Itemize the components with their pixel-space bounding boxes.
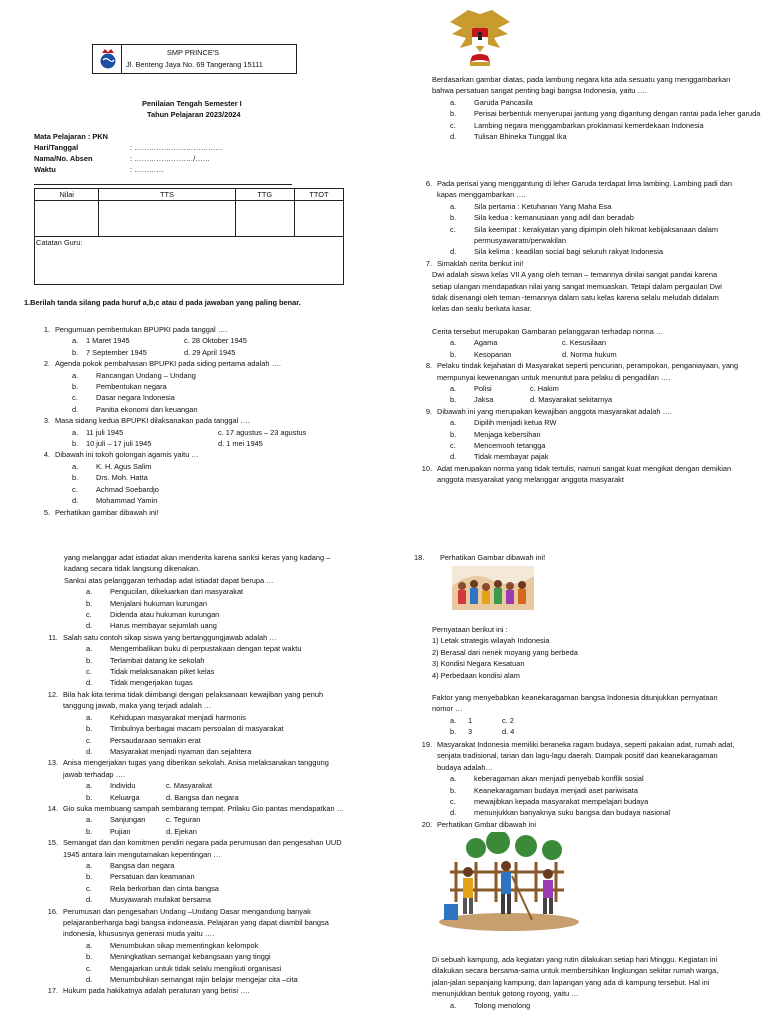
option-text[interactable]: Dipilih menjadi ketua RW — [474, 418, 557, 428]
question-text: Simaklah cerita berikut ini! — [437, 258, 524, 268]
option-letter[interactable]: c. — [86, 735, 92, 745]
option-letter[interactable]: b. — [86, 872, 93, 882]
q18-statement: 2) Berasal dari nenek moyang yang berbeda — [432, 647, 578, 657]
question-text: Gio suka membuang sampah sembarang tempat. Prilaku Gio pantas mendapatkan … — [63, 803, 344, 813]
option-text[interactable]: Bangsa dan negara — [110, 860, 175, 870]
option-letter[interactable]: b. — [86, 952, 93, 962]
option-text[interactable]: Mohammad Yamin — [96, 496, 158, 506]
option-text[interactable]: Tidak mengerjakan tugas — [110, 678, 193, 688]
question-text: Anisa mengerjakan tugas yang diberikan sekolah. Anisa melaksanakan tanggung jawab terhadap …. — [63, 758, 329, 779]
option-text[interactable]: c. Hakim — [530, 383, 559, 393]
option-letter[interactable]: a. — [450, 201, 457, 211]
question-20 — [410, 819, 750, 830]
options-q14 — [28, 826, 348, 837]
option-text[interactable]: Timbulnya berbagai macam persoalan di masyarakat — [110, 724, 284, 734]
option-letter[interactable]: a. — [86, 940, 93, 950]
identity-date-value: : ……………………………… — [130, 143, 223, 152]
option[interactable] — [410, 417, 742, 428]
option[interactable] — [28, 655, 348, 666]
option-text[interactable]: Achmad Soebardjo — [96, 484, 159, 494]
options-q7 — [410, 349, 742, 360]
option-text[interactable]: Menjaga kebersihan — [474, 429, 541, 439]
option-text[interactable]: d. 4 — [502, 727, 515, 737]
option[interactable] — [410, 201, 742, 212]
option[interactable] — [410, 440, 742, 451]
option[interactable] — [28, 392, 338, 403]
option-text[interactable]: Tulisan Bhineka Tunggal Ika — [474, 132, 567, 142]
option-text[interactable]: Masyarakat menjadi nyaman dan sejahtera — [110, 746, 252, 756]
option-text[interactable]: Tidak membayar pajak — [474, 452, 549, 462]
option[interactable] — [28, 495, 338, 506]
option-letter[interactable]: b. — [86, 598, 93, 608]
option[interactable] — [410, 212, 742, 223]
question-15 — [28, 837, 348, 860]
question-text: Dibawah ini tokoh golongan agamis yaitu … — [55, 450, 199, 460]
option-text[interactable]: Pembentukan negara — [96, 382, 167, 392]
option-text[interactable]: d. Norma hukum — [562, 349, 617, 359]
question-text: Perhatikan Gmbar dibawah ini — [437, 819, 537, 829]
divider — [34, 184, 292, 185]
identity-name-label: Nama/No. Absen — [34, 154, 93, 163]
option-letter[interactable]: b. — [86, 792, 93, 802]
option-text[interactable]: c. 17 agustus – 23 agustus — [218, 427, 307, 437]
grade-header-ttot: TTOT — [294, 189, 343, 201]
option-text[interactable]: Perisai berbentuk menyerupai jantung yang digantung dengan rantai pada leher garuda — [474, 109, 761, 119]
option[interactable] — [432, 97, 764, 108]
option-text[interactable]: Musyawarah mufakat bersama — [110, 895, 212, 905]
option-text[interactable]: Tolong menolong — [474, 1000, 531, 1010]
diversity-crowd-image — [452, 566, 534, 610]
option-text[interactable]: Menumbukan sikap mementingkan kelompok — [110, 940, 259, 950]
option-letter[interactable]: d. — [450, 452, 457, 462]
identity-name-value: : ……………………/…… — [130, 154, 211, 163]
option-text[interactable]: 11 juli 1945 — [86, 427, 124, 437]
question-number: 16. — [47, 906, 58, 916]
option-text[interactable]: Garuda Pancasila — [474, 97, 533, 107]
q10-ask: Sanksi atas pelanggaran terhadap adat istiadat dapat berupa … — [64, 575, 274, 585]
option-text[interactable]: Harus membayar sejumlah uang — [110, 621, 217, 631]
options-q13 — [28, 780, 348, 791]
option[interactable] — [28, 370, 338, 381]
option-letter[interactable]: a. — [86, 860, 93, 870]
option[interactable] — [28, 643, 348, 654]
option-letter[interactable]: d. — [72, 496, 79, 506]
option[interactable] — [28, 620, 348, 631]
question-number: 19. — [421, 740, 432, 749]
option-letter[interactable]: d. — [86, 746, 93, 756]
options-q18 — [432, 715, 752, 726]
question-19 — [410, 739, 750, 773]
question-17 — [28, 985, 348, 996]
option[interactable] — [28, 951, 348, 962]
questions-col2 — [432, 74, 764, 142]
option-letter[interactable]: a. — [450, 418, 457, 428]
option-text[interactable]: 1 Maret 1945 — [86, 336, 130, 346]
option[interactable] — [28, 746, 348, 757]
exam-title: Penilaian Tengah Semester I — [142, 99, 242, 108]
question-text: Perhatikan Gambar dibawah ini! — [440, 553, 546, 562]
option[interactable] — [28, 883, 348, 894]
garuda-emblem-image — [446, 8, 514, 70]
option-text[interactable]: c. 2 — [502, 715, 514, 725]
option-letter[interactable]: c. — [86, 883, 92, 893]
option[interactable] — [28, 666, 348, 677]
option[interactable] — [28, 677, 348, 688]
question-number: 8. — [425, 361, 432, 371]
option-text[interactable]: 1 — [468, 715, 473, 725]
grade-cell — [35, 201, 99, 237]
school-logo — [97, 48, 119, 70]
option[interactable] — [410, 451, 742, 462]
option-letter[interactable]: c. — [450, 120, 456, 130]
option-letter[interactable]: c. — [450, 440, 456, 450]
question-13 — [28, 757, 348, 780]
exam-year: Tahun Pelajaran 2023/2024 — [147, 110, 241, 119]
option-text[interactable]: d. 1 mei 1945 — [218, 439, 263, 449]
question-number: 4. — [43, 450, 50, 460]
option-letter[interactable]: d. — [86, 621, 93, 631]
option-text[interactable]: c. Kesusilaan — [562, 338, 606, 348]
question-2 — [28, 358, 338, 369]
option-text[interactable]: Persatuan dan keamanan — [110, 872, 195, 882]
option[interactable] — [28, 461, 338, 472]
option-text[interactable]: Menjalani hukuman kurungan — [110, 598, 207, 608]
grade-header-nilai: Nilai — [35, 189, 99, 201]
question-number: 17. — [47, 986, 58, 996]
question-6 — [410, 178, 742, 201]
option-letter[interactable]: c. — [450, 224, 456, 234]
option-letter[interactable]: a. — [450, 383, 457, 393]
option-letter[interactable]: c. — [450, 797, 456, 807]
option-text[interactable]: Sila pertama : Ketuhanan Yang Maha Esa — [474, 201, 612, 211]
option-text[interactable]: Pujian — [110, 826, 131, 836]
option-text[interactable]: Sanjungan — [110, 815, 146, 825]
option-text[interactable]: c. Masyarakat — [166, 781, 213, 791]
options-q18 — [432, 726, 752, 737]
options-q1 — [28, 347, 338, 358]
option-letter[interactable]: b. — [86, 724, 93, 734]
option[interactable] — [410, 429, 742, 440]
option[interactable] — [432, 131, 764, 142]
option-text[interactable]: menunjukkan banyaknya suku bangsa dan budaya nasional — [474, 808, 670, 818]
option-text[interactable]: Kehidupan masyarakat menjadi harmonis — [110, 712, 246, 722]
option-letter[interactable]: a. — [72, 336, 79, 346]
option[interactable] — [28, 598, 348, 609]
option-letter[interactable]: b. — [72, 439, 79, 449]
option[interactable] — [28, 860, 348, 871]
grade-header-ttg: TTG — [235, 189, 294, 201]
option-text[interactable]: Jaksa — [474, 395, 494, 405]
option-letter[interactable]: c. — [86, 667, 92, 677]
option[interactable] — [432, 108, 764, 119]
options-q3 — [28, 438, 338, 449]
option-letter[interactable]: b. — [72, 473, 79, 483]
question-text: Masyarakat Indonesia memiliki beraneka ragam budaya, seperti pakaian adat, rumah adat, senjata tradisional, tarian dan lagu-lagu daerah. Dampak positif dari keanekaragaman budaya adalah… — [437, 740, 735, 772]
option[interactable] — [432, 120, 764, 131]
option-text[interactable]: K. H. Agus Salim — [96, 461, 152, 471]
option-letter[interactable]: b. — [450, 395, 457, 405]
question-number: 9. — [425, 406, 432, 416]
option-letter[interactable]: a. — [450, 715, 457, 725]
option-text[interactable]: 3 — [468, 727, 473, 737]
option-text[interactable]: Kesopanan — [474, 349, 512, 359]
option[interactable] — [28, 963, 348, 974]
option-letter[interactable]: a. — [86, 712, 93, 722]
option-text[interactable]: mewajibkan kepada masyarakat mempelajari budaya — [474, 797, 649, 807]
option-text[interactable]: d. Ejekan — [166, 826, 197, 836]
question-number: 1. — [43, 325, 50, 334]
option-text[interactable]: Panitia ekonomi dan keuangan — [96, 404, 198, 414]
option[interactable] — [28, 735, 348, 746]
option-letter[interactable]: b. — [450, 349, 457, 359]
option[interactable] — [410, 246, 742, 257]
q18-statement: 3) Kondisi Negara Kesatuan — [432, 659, 525, 669]
options-q8 — [410, 394, 742, 405]
option-letter[interactable]: d. — [450, 808, 457, 818]
question-10 — [410, 463, 742, 486]
option-text[interactable]: Sila keempat : kerakyatan yang dipimpin oleh hikmat kebijaksanaan dalam permusyawaratn/perwakilan — [474, 224, 719, 246]
option-letter[interactable]: a. — [72, 427, 79, 437]
options-q8 — [410, 383, 742, 394]
question-text: Perumusan dan pengesahan Undang –Undang Dasar mengandung banyak pelajaranberharga bagi bangsa indoneasia. Pelajaran yang dapat diambil bangsa indonesia, khususnya generasi muda yaitu …. — [63, 906, 329, 939]
teacher-notes-label: Catatan Guru: — [36, 238, 83, 247]
option-text[interactable]: Keluarga — [110, 792, 140, 802]
option-letter[interactable]: a. — [86, 644, 93, 654]
q18-ask: Faktor yang menyebabkan keanekaragaman bangsa Indonesia ditunjukkan pernyataan nomor … — [432, 693, 718, 714]
question-text: Dibawah ini yang merupakan kewajiban anggota masyarakat adalah …. — [437, 406, 672, 416]
option[interactable] — [410, 785, 750, 796]
q20-block — [432, 954, 752, 1011]
option[interactable] — [28, 723, 348, 734]
question-3 — [28, 415, 338, 426]
identity-time-value: : ………… — [130, 165, 164, 174]
question-text: Salah satu contoh sikap siswa yang bertanggungjawab adalah … — [63, 632, 277, 642]
question-number: 5. — [43, 507, 50, 517]
grade-table — [34, 188, 344, 285]
q7-story: Dwi adalah siswa kelas VII A yang oleh teman – temannya dinilai sangat pandai karena setiap ulangan mendapatkan nilai yang sangat memuaskan. Tetapi dalam pergaulan Dwi tidak disenangi oleh teman -temannya dalam satu kelas karena selalu meludah didalam kelas dan sealu berkata kasar. — [432, 270, 722, 314]
grade-cell — [99, 201, 235, 237]
question-1 — [28, 324, 338, 335]
question-7 — [410, 258, 742, 269]
option-letter[interactable]: a. — [72, 461, 79, 471]
option[interactable] — [28, 894, 348, 905]
option-letter[interactable]: c. — [86, 963, 92, 973]
question-number: 15. — [47, 838, 58, 848]
option[interactable] — [28, 484, 338, 495]
option-text[interactable]: keberagaman akan menjadi penyebab konflik sosial — [474, 774, 644, 784]
q5-body: Berdasarkan gambar diatas, pada lambung negara kita ada sesuatu yang menggambarkan bahwa persatuan sangat penting bagi bangsa Indonesia, yaitu …. — [432, 75, 731, 96]
option-letter[interactable]: a. — [86, 815, 93, 825]
option-text[interactable]: Didenda atau hukuman kurungan — [110, 610, 220, 620]
question-number: 13. — [47, 758, 58, 768]
option-text[interactable]: Mencemooh tetangga — [474, 440, 546, 450]
option-text[interactable]: Meningkatkan semangat kebangsaan yang tinggi — [110, 952, 271, 962]
options-q13 — [28, 792, 348, 803]
question-text: Adat merupakan norma yang tidak tertulis, namun sangat kuat mengikat dengan demikian anggota masyarakat yang melanggar anggota masyarakt — [437, 463, 732, 485]
question-18 — [414, 552, 545, 563]
question-text: Pengumuan pembentukan BPUPKI pada tanggal …. — [55, 325, 228, 334]
question-number: 2. — [43, 359, 50, 369]
option-letter[interactable]: d. — [86, 975, 93, 985]
option-text[interactable]: Persaudaraan semakin erat — [110, 735, 201, 745]
question-number: 20. — [421, 819, 432, 829]
question-number: 7. — [425, 258, 432, 268]
option-text[interactable]: Mengembalikan buku di perpustakaan dengan tepat waktu — [110, 644, 302, 654]
questions-col1 — [28, 324, 338, 518]
option-text[interactable]: Terlambat datang ke sekolah — [110, 655, 205, 665]
question-number: 10. — [421, 463, 432, 473]
question-text: Agenda pokok pembahasan BPUPKI pada siding pertama adalah …. — [55, 359, 281, 369]
option-letter[interactable]: d. — [450, 247, 457, 257]
option-letter[interactable]: d. — [72, 404, 79, 414]
option-letter[interactable]: b. — [450, 213, 457, 223]
option-letter[interactable]: c. — [72, 484, 78, 494]
question-5 — [28, 507, 338, 518]
question-text: Pelaku tindak kejahatan di Masyarakat seperti pencurian, perampokan, penganiayaan, yang mempunyai kewenangan untuk menuntut para pelaku di pengadilan …. — [437, 361, 739, 382]
option[interactable] — [28, 404, 338, 415]
option-text[interactable]: d. Masyarakat sekitarnya — [530, 395, 613, 405]
option-letter[interactable]: a. — [72, 370, 79, 380]
option[interactable] — [410, 807, 750, 818]
question-text: Semangat dan dan komitmen pendiri negara pada perumusan dan pengesahan UUD 1945 antara lain mengutamakan kepentingan … — [63, 838, 342, 859]
option-text[interactable]: Rela berkorban dan cinta bangsa — [110, 883, 219, 893]
option[interactable] — [432, 1000, 752, 1011]
question-number: 3. — [43, 416, 50, 426]
option-text[interactable]: Keanekaragaman budaya menjadi aset pariwisata — [474, 785, 638, 795]
option-letter[interactable]: a. — [86, 587, 93, 597]
question-4 — [28, 449, 338, 460]
option-text[interactable]: Agama — [474, 338, 498, 348]
q20-body: Di sebuah kampung, ada kegiatan yang rutin dilakukan setiap hari Minggu. Kegiatan ini dilakukan secara bersama-sama untuk membersihkan lingkungan sekitar rumah warga, jalan-jalan sepanjang kampung, dan lapangan yang ada di kampung tersebut. Hal ini menunjukkan bentuk gotong royong, yaitu … — [432, 955, 719, 999]
option-letter[interactable]: b. — [450, 785, 457, 795]
option-letter[interactable]: a. — [450, 774, 457, 784]
option[interactable] — [28, 940, 348, 951]
question-number: 14. — [47, 803, 58, 813]
q18-block — [432, 624, 752, 738]
question-14 — [28, 803, 348, 814]
option-letter[interactable]: c. — [72, 393, 78, 403]
option[interactable] — [410, 773, 750, 784]
question-8 — [410, 360, 742, 383]
q18-statement: 1) Letak strategis wilayah Indonesia — [432, 636, 550, 646]
grade-header-tts: TTS — [99, 189, 235, 201]
q10-continuation: yang melanggar adat istiadat akan menderita karena sanksi keras yang kadang – kadang secara tidak langsung dikenakan. — [64, 553, 331, 574]
teacher-notes — [35, 237, 344, 285]
option-text[interactable]: 7 September 1945 — [86, 347, 147, 357]
option-letter[interactable]: b. — [86, 655, 93, 665]
options-q7 — [410, 337, 742, 348]
question-number: 6. — [425, 179, 432, 188]
question-text: Hukum pada hakikatnya adalah peraturan yang berisi …. — [63, 986, 250, 996]
option[interactable] — [28, 712, 348, 723]
options-q14 — [28, 814, 348, 825]
grade-cell — [235, 201, 294, 237]
option-letter[interactable]: b. — [450, 727, 457, 737]
option-text[interactable]: Pengucilan, dikeluarkan dari masyarakat — [110, 587, 244, 597]
question-number: 12. — [47, 689, 58, 699]
option[interactable] — [28, 871, 348, 882]
question-text: Masa sidang kedua BPUPKI dilaksanakan pada tanggal …. — [55, 416, 250, 426]
identity-date-label: Hari/Tanggal — [34, 143, 79, 152]
options-q3 — [28, 427, 338, 438]
option-text[interactable]: c. 28 Oktober 1945 — [184, 336, 247, 346]
option-text[interactable]: Menumbuhkan semangat rajin belajar mengejar cita –cita — [110, 975, 298, 985]
option-letter[interactable]: a. — [450, 97, 457, 107]
option-text[interactable]: Individu — [110, 781, 136, 791]
question-12 — [28, 689, 348, 712]
option-text[interactable]: Dasar negara Indonesia — [96, 393, 175, 403]
option-letter[interactable]: d. — [86, 895, 93, 905]
identity-time-label: Waktu — [34, 165, 56, 174]
questions-col2b — [410, 178, 742, 486]
option-letter[interactable]: a. — [86, 781, 93, 791]
option-letter[interactable]: b. — [86, 826, 93, 836]
option-letter[interactable]: a. — [450, 338, 457, 348]
option-text[interactable]: Mengajarkan untuk tidak selalu mengikuti organisasi — [110, 963, 282, 973]
grade-cell — [294, 201, 343, 237]
option-letter[interactable]: d. — [450, 132, 457, 142]
option-text[interactable]: Sila kelima : keadilan social bagi seluruh rakyat Indonesia — [474, 247, 663, 257]
option-letter[interactable]: a. — [450, 1000, 457, 1010]
school-address: Jl. Benteng Jaya No. 69 Tangerang 15111 — [126, 60, 263, 69]
question-9 — [410, 406, 742, 417]
option-text[interactable]: Lambing negara menggambarkan proklamasi kemerdekaan Indonesia — [474, 120, 704, 130]
q18-statements-title: Pernyataan berikut ini : — [432, 625, 508, 634]
option[interactable] — [410, 796, 750, 807]
question-text: Bila hak kita terima tidak diimbangi dengan pelaksanaan kewajiban yang penuh tanggung jawab, maka yang terjadi adalah … — [63, 689, 324, 711]
questions-page2-col1 — [28, 552, 348, 997]
option-letter[interactable]: b. — [72, 382, 79, 392]
question-text: Pada perisai yang menggantung di leher Garuda terdapat lima lambing. Lambing padi dan kapas menggambarkan …. — [437, 179, 732, 200]
option[interactable] — [28, 472, 338, 483]
question-16 — [28, 906, 348, 940]
option-text[interactable]: d. 29 April 1945 — [184, 347, 236, 357]
questions-page2-col2 — [410, 739, 750, 830]
option[interactable] — [28, 381, 338, 392]
school-name: SMP PRINCE'S — [166, 48, 220, 57]
option-text[interactable]: 10 juli – 17 juli 1945 — [86, 439, 152, 449]
option-letter[interactable]: b. — [450, 109, 457, 119]
option[interactable] — [28, 609, 348, 620]
option[interactable] — [28, 974, 348, 985]
school-header-box — [92, 44, 297, 74]
q7-ask: Cerita tersebut merupakan Gambaran pelanggaran terhadap norma … — [432, 326, 664, 336]
option-text[interactable]: c. Teguran — [166, 815, 201, 825]
option-text[interactable]: Rancangan Undang – Undang — [96, 370, 196, 380]
identity-subject: Mata Pelajaran : PKN — [34, 132, 108, 141]
option[interactable] — [410, 224, 742, 247]
question-text: Perhatikan gambar dibawah ini! — [55, 507, 159, 517]
option-letter[interactable]: b. — [72, 347, 79, 357]
instruction: 1.Berilah tanda silang pada huruf a,b,c atau d pada jawaban yang paling benar. — [24, 298, 301, 307]
options-q1 — [28, 335, 338, 346]
option-letter[interactable]: b. — [450, 429, 457, 439]
option-letter[interactable]: d. — [86, 678, 93, 688]
question-11 — [28, 632, 348, 643]
question-number: 18. — [414, 553, 425, 562]
option-text[interactable]: Drs. Moh. Hatta — [96, 473, 148, 483]
gotong-royong-image — [436, 832, 582, 932]
question-number: 11. — [48, 632, 58, 642]
q18-statement: 4) Perbedaan kondisi alam — [432, 670, 520, 680]
option-text[interactable]: Sila kedua : kemanusiaan yang adil dan beradab — [474, 213, 634, 223]
option-text[interactable]: d. Bangsa dan negara — [166, 792, 239, 802]
option-letter[interactable]: c. — [86, 610, 92, 620]
option-text[interactable]: Polisi — [474, 383, 492, 393]
option-text[interactable]: Tidak melaksanakan piket kelas — [110, 667, 215, 677]
option[interactable] — [28, 586, 348, 597]
